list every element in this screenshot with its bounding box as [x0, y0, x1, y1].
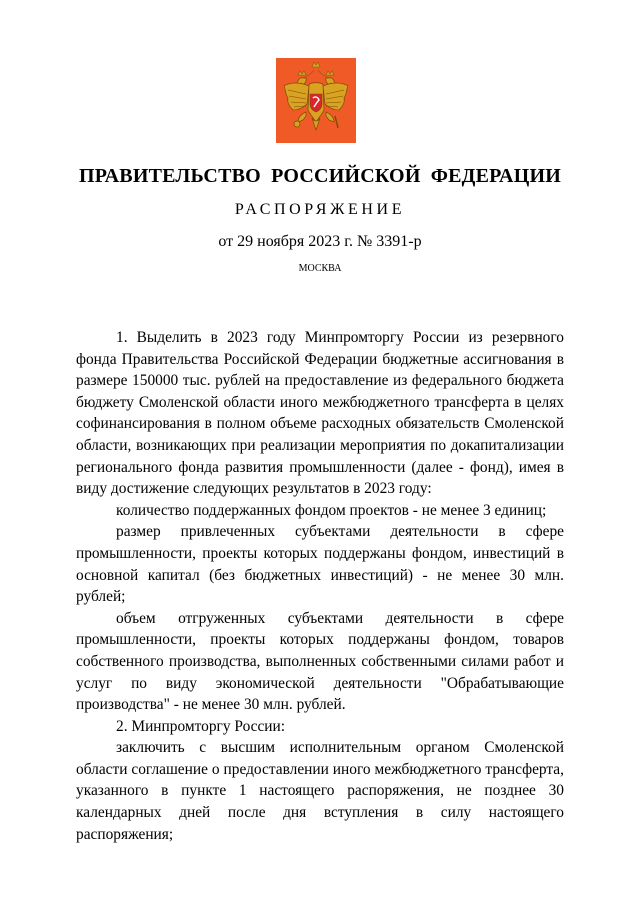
document-city: МОСКВА [298, 263, 342, 274]
paragraph-6: заключить с высшим исполнительным органом Смоленской области соглашение о предоставлении иного межбюджетного трансферта, указанного в пункте 1 настоящего распоряжения, не позднее 30 календарных дней после дня вступления в силу настоящего распоряжения; [76, 739, 564, 843]
paragraph-3: размер привлеченных субъектами деятельности в сфере промышленности, проекты которых поддержаны фондом, инвестиций в основной капитал (без бюджетных инвестиций) - не менее 30 млн. рублей; [76, 523, 564, 606]
document-date-number: от 29 ноября 2023 г. № 3391-р [218, 233, 422, 250]
eagle-emblem-graphic [276, 58, 356, 143]
document-body [76, 327, 564, 845]
paragraph-2: количество поддержанных фондом проектов - не менее 3 единиц; [116, 501, 547, 519]
paragraph-1: 1. Выделить в 2023 году Минпромторгу России из резервного фонда Правительства Российской Федерации бюджетные ассигнования в размере 150000 тыс. рублей на предоставление из федерального бюджета бюджету Смоленской области иного межбюджетного трансферта в целях софинансирования в полном объеме расходных обязательств Смоленской области, возникающих при реализации мероприятия по докапитализации регионального фонда развития промышленности (далее - фонд), имея в виду достижение следующих результатов в 2023 году: [76, 329, 564, 498]
paragraph-4: объем отгруженных субъектами деятельности в сфере промышленности, проекты которых поддержаны фондом, товаров собственного производства, выполненных собственными силами работ и услуг по виду экономической деятельности "Обрабатывающие производства" - не менее 30 млн. рублей. [76, 609, 564, 714]
document-type: РАСПОРЯЖЕНИЕ [234, 201, 406, 218]
paragraph-5: 2. Минпромторгу России: [116, 717, 286, 735]
government-title: ПРАВИТЕЛЬСТВО РОССИЙСКОЙ ФЕДЕРАЦИИ [79, 165, 561, 187]
coat-of-arms-icon [276, 58, 356, 143]
